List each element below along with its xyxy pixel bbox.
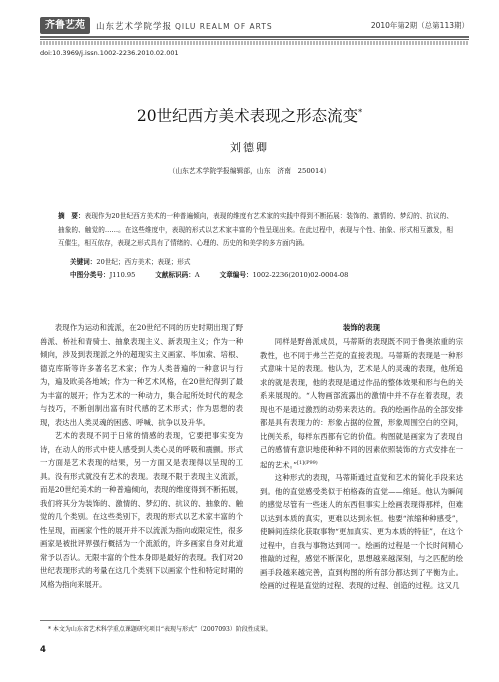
- article-number-label: 文章编号：: [219, 271, 253, 279]
- doc-code-value: A: [194, 271, 200, 279]
- affiliation: （山东艺术学院学报编辑部，山东 济南 250014）: [168, 167, 331, 175]
- footnote-text: 本文为山东省艺术科学重点课题研究项目“表现与形式”（2007093）阶段性成果。: [52, 626, 272, 633]
- issue-info: 2010年第2期（总第113期）: [370, 21, 469, 30]
- clc-number: [70, 269, 135, 279]
- body-paragraph-text: 同样是野兽派成员，马蒂斯的表现既不同于鲁奥浓重的宗教性，也不同于弗兰芒克的直接表现。马蒂斯的表现是一种形式意味十足的表现。他认为，艺术是人的灵魂的表现，他所追求的就是表现，他的表现是通过作品的整体效果和形与色的关系来展现的。“人物画部流露出的激情中并不存在着表现，表现也不是通过激烈的动势来表达的。我的绘画作品的全部安排都是具有表现力的：形象占据的位置，形象周围空白的空间，比例关系，每样东西都有它的价值。构图就是画家为了表现自己的感情有意识地使种种不同的因素依照装饰的方式安排在一起的艺术。”: [260, 337, 463, 469]
- page-number: 4: [40, 645, 46, 655]
- doc-code-label: 文献标识码：: [155, 271, 195, 279]
- left-column: [40, 321, 243, 591]
- footnote: [48, 624, 272, 633]
- title-footnote-mark: *: [358, 107, 363, 117]
- article-number: [220, 269, 349, 279]
- keywords: [70, 256, 190, 266]
- journal-name-cn: 山东艺术学院学报: [96, 21, 173, 32]
- citation-ref: [1](P99): [297, 459, 318, 466]
- body-paragraph: 表现作为运动和流派，在20世纪不同的历史时期出现了野兽派、桥社和青骑士、抽象表现主义、新表现主义；作为一种倾向，涉及到表现派之外的超现实主义画家、毕加索、培根、德克库斯等许多著名艺术家；作为人类普遍的一种意识与行为，遍及欧美各地域；作为一种艺术风格，在20世纪得到了最为丰富的展开；作为艺术的一种动力，集合起所处时代的观念与技巧，不断创制出富有时代感的艺术形式；作为思想的表现，表达出人类灵魂的困惑、呼喊、抗争以及升华。: [40, 323, 243, 427]
- clc-value: J110.95: [109, 271, 136, 279]
- doi: doi:10.3969/j.issn.1002-2236.2010.02.001: [40, 49, 179, 57]
- footnote-mark: *: [48, 626, 51, 633]
- body-paragraph: 这种形式的表现，马蒂斯通过直觉和艺术的简化手段来达到。他的直觉感受类似于柏格森的直觉——绵延。他认为瞬间的感觉尽管有一些迷人的东西但事实上绘画表现得那样，但难以达到本质的真实，更难以达到永恒。他要“浓缩种种感受”，使瞬间连续化获取事物“更加真实、更为本质的特征”，在这个过程中，自我与事物达到同一。绘画的过程是一个长时间精心推敲的过程，感觉不断深化，思想越来越深刻，与之匹配的绘画手段越来越完善，直到构图的所有部分都达到了平衡为止。绘画的过程是直觉的过程、表现的过程、创造的过程。这又几: [260, 473, 463, 591]
- article-number-value: 1002-2236(2010)02-0004-08: [252, 271, 349, 279]
- section-heading: 装饰的表现: [343, 323, 380, 332]
- header-rule-thick: [40, 36, 469, 38]
- journal-name-en: QILU REALM OF ARTS: [175, 21, 273, 31]
- keywords-label: 关键词：: [70, 258, 97, 266]
- journal-name: [96, 20, 273, 32]
- article-title-text: 20世纪西方美术表现之形态流变: [136, 107, 359, 125]
- header-rule-thin: [40, 39, 469, 40]
- abstract-text: 表现作为20世纪西方美术的一种普遍倾向，表现的维度有艺术家的实践中得到不断拓展：装饰的、激情的、梦幻的、抗议的、抽象的、触觉的……。在这些维度中，表现的形式以艺术家丰富的个性呈现出来。在此过程中，表现与个性、抽象、形式相互激发，相互催生，相互依存，表现之形式具有了情绪的、心理的、历史的和美学的多方面内涵。: [58, 212, 454, 247]
- clc-label: 中图分类号：: [70, 271, 110, 279]
- header-microtext-band: [40, 41, 469, 45]
- body-paragraph: 艺术的表现不同于日常的情感的表现，它要把事实变为诗，在动人的形式中使人感受到人类心灵的呼吸和震颤。形式一方面是艺术表现的结果，另一方面又是表现得以呈现的工具。没有形式就没有艺术的表现。表现不限于表现主义流派，而是20世纪美术的一种普遍倾向，表现的维度得到不断拓展，我们将其分为装饰的、激情的、梦幻的、抗议的、抽象的、触觉的几个类别。在这些类别下，表现的形式以艺术家丰富的个性呈现，而画家个性的展开并不以流派为指向或限定性，很多画家是被批评界强行概括为一个流派的，许多画家自身对此道常予以否认。无限丰富的个性本身即是最好的表现。我们对20世纪表现形式的考量在这几个类别下以画家个性和特定时期的风格为指向来展开。: [40, 431, 243, 589]
- footnote-rule: [40, 620, 140, 621]
- journal-logo: 齐鲁艺苑: [40, 17, 90, 34]
- abstract: [58, 210, 453, 251]
- masthead: [40, 17, 469, 34]
- abstract-label: 摘 要：: [58, 212, 85, 220]
- body-paragraph: [260, 335, 463, 471]
- author: 刘德卿: [230, 141, 269, 154]
- classification-line: [70, 269, 460, 279]
- keywords-text: 20世纪；西方美术；表现；形式: [96, 258, 191, 266]
- right-column: [260, 321, 463, 593]
- article-title: [0, 104, 499, 126]
- doc-code: [155, 269, 199, 279]
